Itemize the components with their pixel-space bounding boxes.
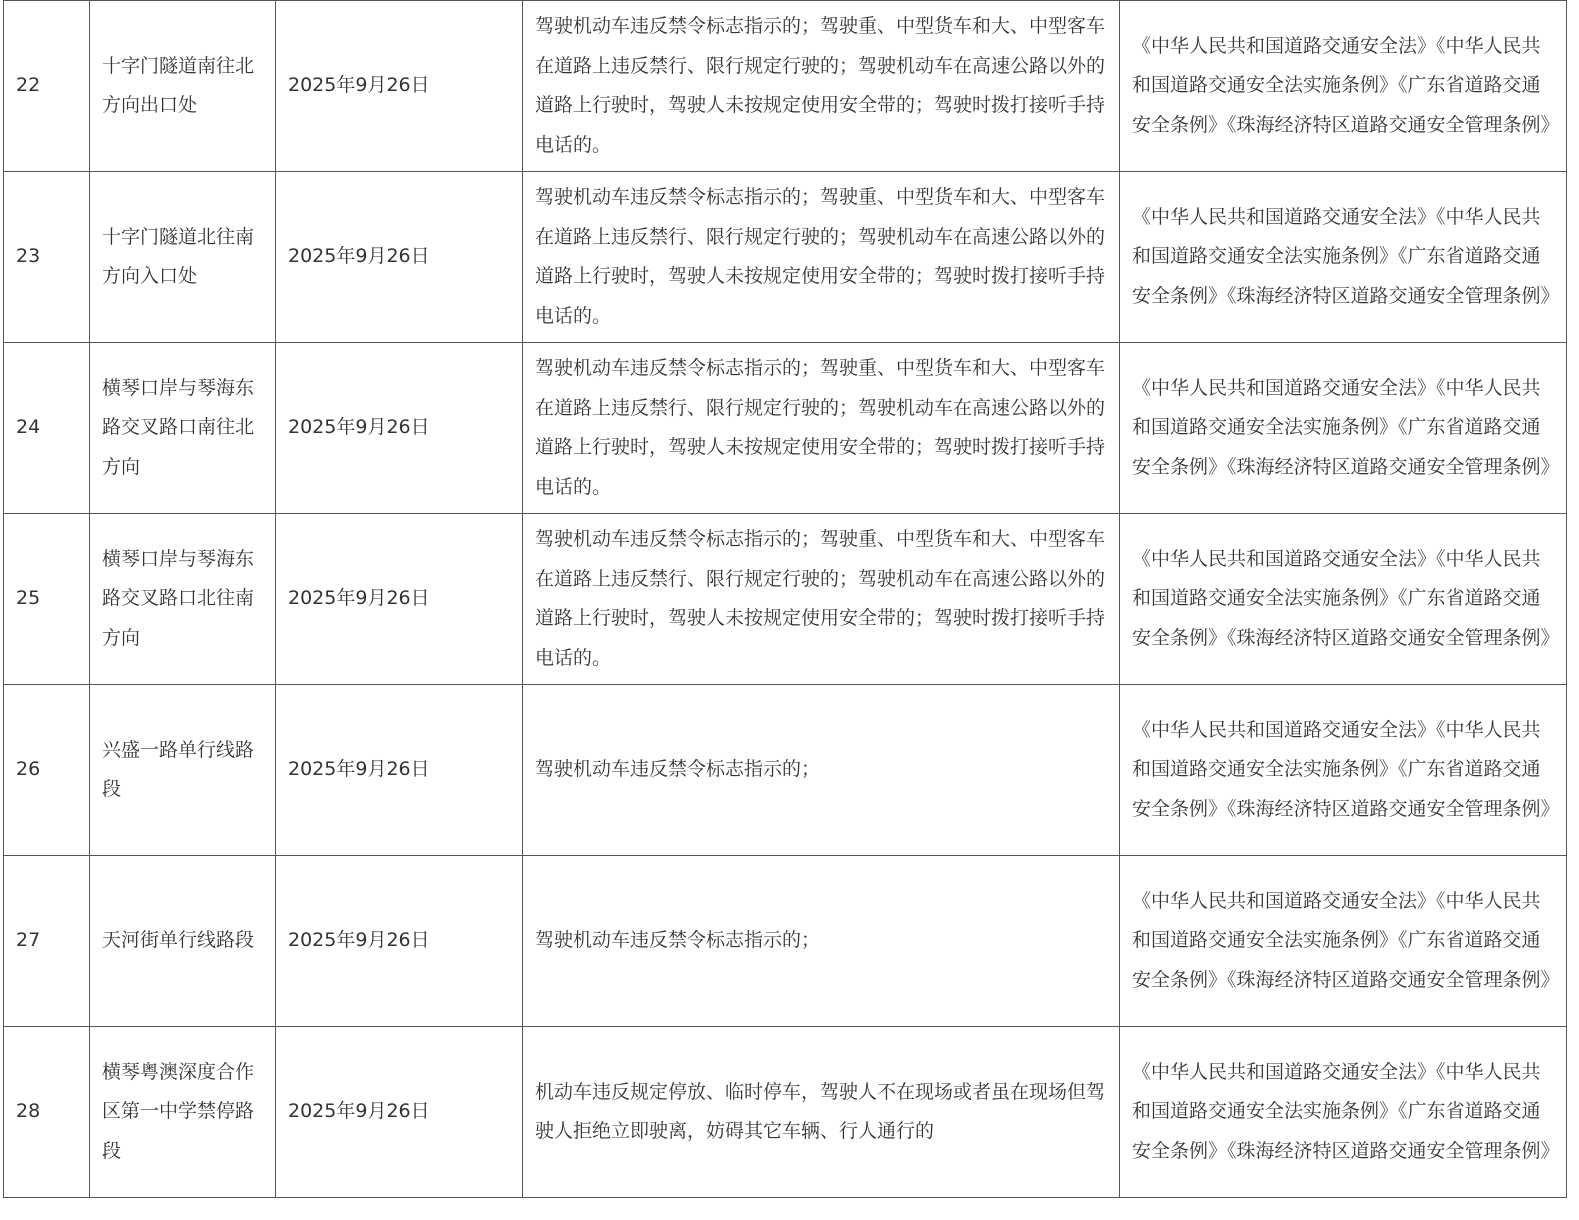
location-cell: 十字门隧道南往北方向出口处 <box>90 1 276 172</box>
location-cell: 横琴口岸与琴海东路交叉路口北往南方向 <box>90 514 276 685</box>
violation-behavior-cell: 驾驶机动车违反禁令标志指示的；驾驶重、中型货车和大、中型客车在道路上违反禁行、限行规定行驶的；驾驶机动车在高速公路以外的道路上行驶时，驾驶人未按规定使用安全带的；驾驶时拨打接听手持电话的。 <box>523 343 1120 514</box>
row-number: 25 <box>4 514 90 685</box>
date-cell: 2025年9月26日 <box>276 1 523 172</box>
violation-behavior-cell: 驾驶机动车违反禁令标志指示的；驾驶重、中型货车和大、中型客车在道路上违反禁行、限行规定行驶的；驾驶机动车在高速公路以外的道路上行驶时，驾驶人未按规定使用安全带的；驾驶时拨打接听手持电话的。 <box>523 1 1120 172</box>
legal-basis-cell: 《中华人民共和国道路交通安全法》《中华人民共和国道路交通安全法实施条例》《广东省道路交通安全条例》《珠海经济特区道路交通安全管理条例》 <box>1120 172 1567 343</box>
table-row <box>4 343 1567 514</box>
violation-behavior-cell: 机动车违反规定停放、临时停车，驾驶人不在现场或者虽在现场但驾驶人拒绝立即驶离，妨碍其它车辆、行人通行的 <box>523 1027 1120 1198</box>
legal-basis-cell: 《中华人民共和国道路交通安全法》《中华人民共和国道路交通安全法实施条例》《广东省道路交通安全条例》《珠海经济特区道路交通安全管理条例》 <box>1120 343 1567 514</box>
location-cell: 横琴口岸与琴海东路交叉路口南往北方向 <box>90 343 276 514</box>
violation-behavior-cell: 驾驶机动车违反禁令标志指示的； <box>523 856 1120 1027</box>
date-cell: 2025年9月26日 <box>276 514 523 685</box>
enforcement-locations-table <box>3 0 1567 1198</box>
date-cell: 2025年9月26日 <box>276 1027 523 1198</box>
row-number: 24 <box>4 343 90 514</box>
table-row <box>4 856 1567 1027</box>
table-row <box>4 514 1567 685</box>
legal-basis-cell: 《中华人民共和国道路交通安全法》《中华人民共和国道路交通安全法实施条例》《广东省道路交通安全条例》《珠海经济特区道路交通安全管理条例》 <box>1120 1027 1567 1198</box>
table-row <box>4 172 1567 343</box>
legal-basis-cell: 《中华人民共和国道路交通安全法》《中华人民共和国道路交通安全法实施条例》《广东省道路交通安全条例》《珠海经济特区道路交通安全管理条例》 <box>1120 514 1567 685</box>
row-number: 23 <box>4 172 90 343</box>
row-number: 28 <box>4 1027 90 1198</box>
row-number: 27 <box>4 856 90 1027</box>
row-number: 26 <box>4 685 90 856</box>
date-cell: 2025年9月26日 <box>276 343 523 514</box>
table-row <box>4 1 1567 172</box>
legal-basis-cell: 《中华人民共和国道路交通安全法》《中华人民共和国道路交通安全法实施条例》《广东省道路交通安全条例》《珠海经济特区道路交通安全管理条例》 <box>1120 685 1567 856</box>
location-cell: 横琴粤澳深度合作区第一中学禁停路段 <box>90 1027 276 1198</box>
table-row <box>4 685 1567 856</box>
location-cell: 天河街单行线路段 <box>90 856 276 1027</box>
violation-behavior-cell: 驾驶机动车违反禁令标志指示的；驾驶重、中型货车和大、中型客车在道路上违反禁行、限行规定行驶的；驾驶机动车在高速公路以外的道路上行驶时，驾驶人未按规定使用安全带的；驾驶时拨打接听手持电话的。 <box>523 514 1120 685</box>
violation-behavior-cell: 驾驶机动车违反禁令标志指示的；驾驶重、中型货车和大、中型客车在道路上违反禁行、限行规定行驶的；驾驶机动车在高速公路以外的道路上行驶时，驾驶人未按规定使用安全带的；驾驶时拨打接听手持电话的。 <box>523 172 1120 343</box>
row-number: 22 <box>4 1 90 172</box>
table-row <box>4 1027 1567 1198</box>
date-cell: 2025年9月26日 <box>276 172 523 343</box>
location-cell: 兴盛一路单行线路段 <box>90 685 276 856</box>
date-cell: 2025年9月26日 <box>276 685 523 856</box>
legal-basis-cell: 《中华人民共和国道路交通安全法》《中华人民共和国道路交通安全法实施条例》《广东省道路交通安全条例》《珠海经济特区道路交通安全管理条例》 <box>1120 856 1567 1027</box>
violation-behavior-cell: 驾驶机动车违反禁令标志指示的； <box>523 685 1120 856</box>
legal-basis-cell: 《中华人民共和国道路交通安全法》《中华人民共和国道路交通安全法实施条例》《广东省道路交通安全条例》《珠海经济特区道路交通安全管理条例》 <box>1120 1 1567 172</box>
location-cell: 十字门隧道北往南方向入口处 <box>90 172 276 343</box>
date-cell: 2025年9月26日 <box>276 856 523 1027</box>
